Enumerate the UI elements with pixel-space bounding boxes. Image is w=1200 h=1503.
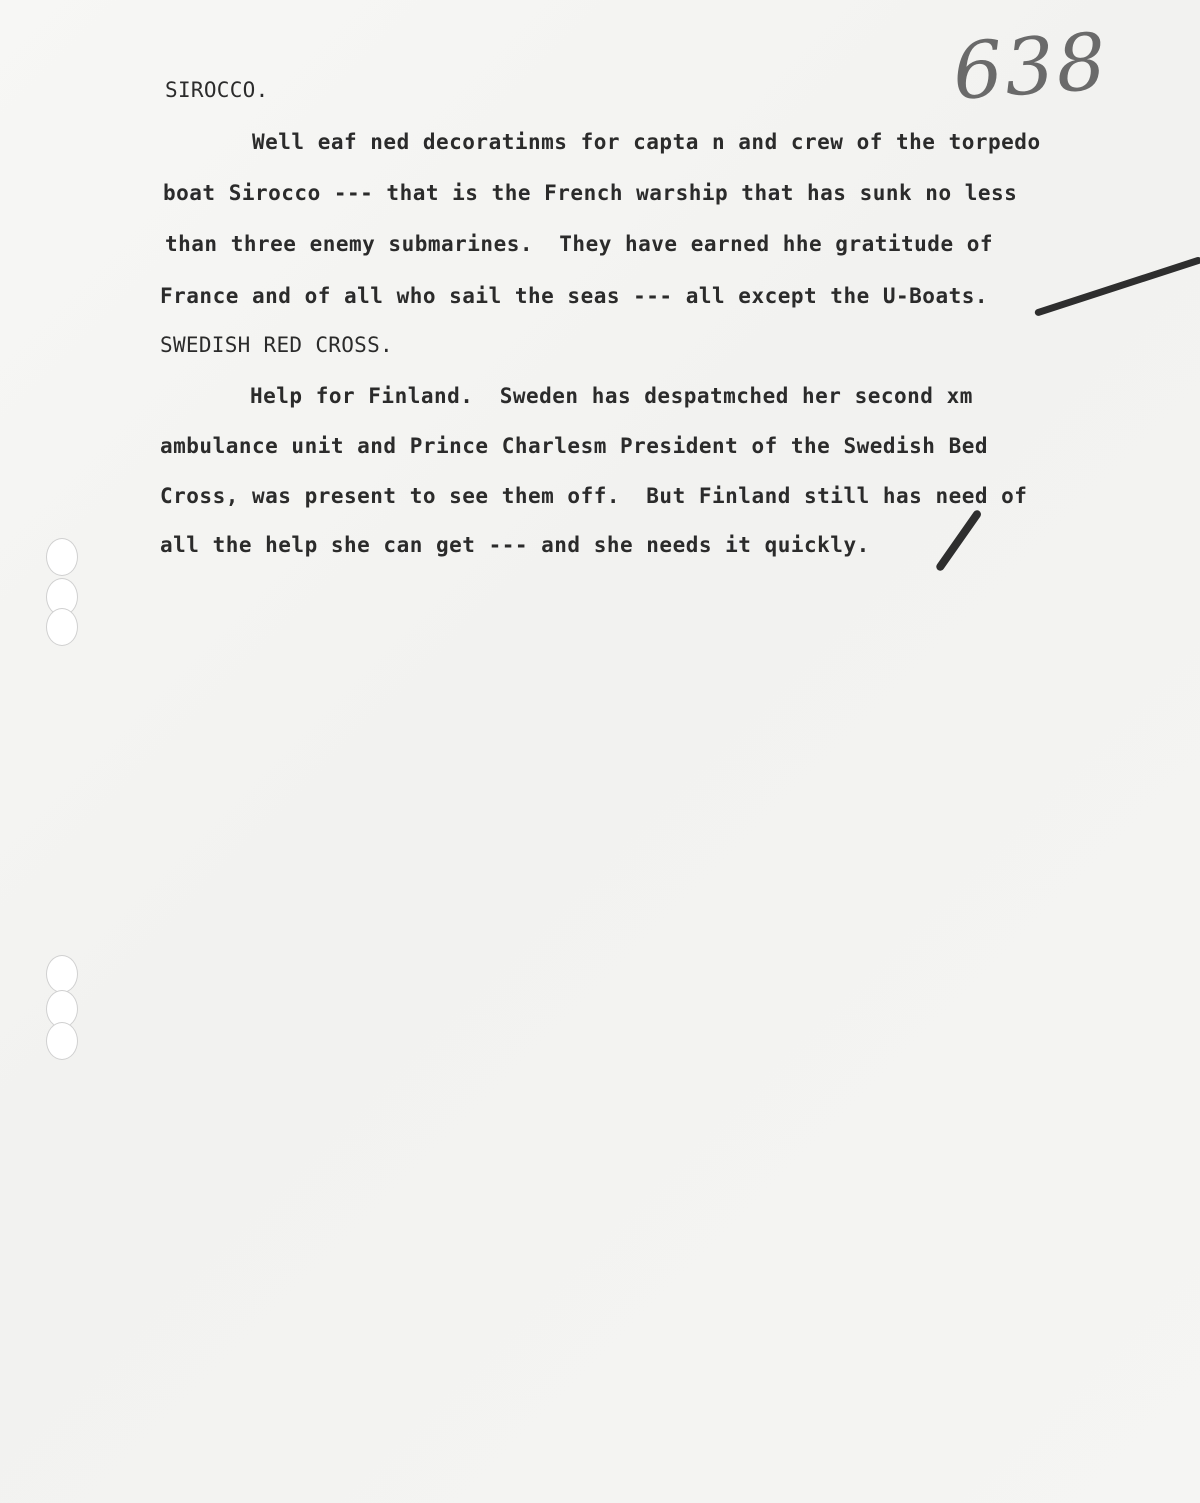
text-line: all the help she can get --- and she needs it quickly.: [160, 533, 870, 557]
text-line: France and of all who sail the seas --- all except the U-Boats.: [160, 284, 989, 308]
text-line: than three enemy submarines. They have earned hhe gratitude of: [165, 232, 994, 256]
text-line: ambulance unit and Prince Charlesm President of the Swedish Bed: [160, 434, 989, 458]
heading-swedish-red-cross: SWEDISH RED CROSS.: [160, 333, 393, 357]
heading-sirocco: SIROCCO.: [165, 78, 269, 102]
handwritten-page-number: 638: [950, 17, 1111, 118]
text-line: Cross, was present to see them off. But Finland still has need of: [160, 484, 1028, 508]
punch-hole: [46, 1022, 78, 1060]
punch-hole: [46, 538, 78, 576]
text-line: Help for Finland. Sweden has despatmched her second xm: [250, 384, 973, 408]
pencil-mark: [1034, 256, 1200, 317]
text-line: Well eaf ned decoratinms for capta n and crew of the torpedo: [252, 130, 1041, 154]
text-line: boat Sirocco --- that is the French warship that has sunk no less: [163, 181, 1018, 205]
punch-hole: [46, 955, 78, 993]
punch-hole: [46, 608, 78, 646]
pencil-mark: [935, 509, 983, 573]
